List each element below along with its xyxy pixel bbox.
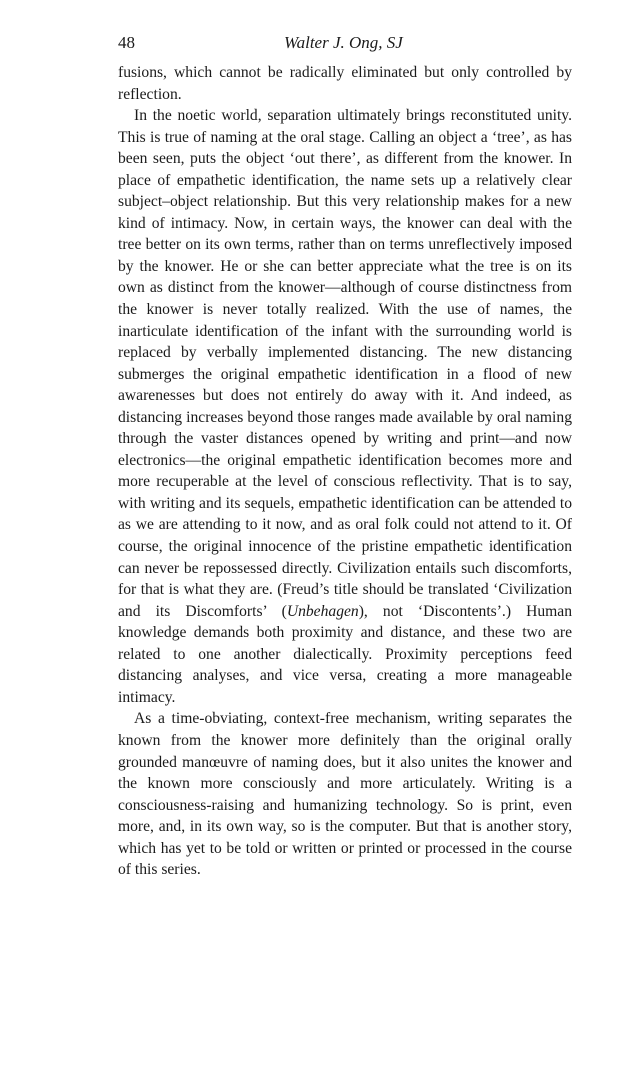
- page-number: 48: [118, 33, 135, 52]
- body-text: [118, 62, 572, 881]
- page-header: [118, 30, 568, 56]
- paragraph-text: In the noetic world, separation ultimately brings reconstituted unity. This is true of naming at the oral stage. Calling an object a ‘tree’, as has been seen, puts the object ‘out there’, as different from the knower. In place of empathetic identification, the name sets up a relatively clear subject–object relationship. But this very relationship makes for a new kind of intimacy. Now, in certain ways, the knower can deal with the tree better on its own terms, rather than on terms unreflectively imposed by the knower. He or she can better appreciate what the tree is on its own as distinct from the knower—although of course distinctness from the knower is never totally realized. With the use of names, the inarticulate identification of the infant with the surrounding world is replaced by verbally implemented distancing. The new distancing submerges the original empathetic identification in a flood of new awarenesses but does not entirely do away with it. And indeed, as distancing increases beyond those ranges made available by oral naming through the vaster distances opened by writing and print—and now electronics—the original empathetic identification becomes more and more recuperable at the level of conscious reflectivity. That is to say, with writing and its sequels, empathetic identification can be attended to as we are attending to it now, and as oral folk could not attend to it. Of course, the original innocence of the pristine empathetic identification can never be repossessed directly. Civilization entails such discomforts, for that is what they are. (Freud’s title should be translated ‘Civilization and its Discomforts’ (: [118, 107, 572, 620]
- paragraph-noetic-world: [118, 105, 572, 708]
- paragraph-italic-term: Unbehagen: [286, 602, 359, 620]
- paragraph-text: ), not ‘Discontents’.) Human knowledge demands both proximity and distance, and these two are related to one another dialectically. Proximity perceptions feed distancing analyses, and vice versa, creating a more manageable intimacy.: [118, 602, 572, 706]
- running-head: Walter J. Ong, SJ: [284, 33, 403, 52]
- paragraph-writing-separates: As a time-obviating, context-free mechanism, writing separates the known from the knower more definitely than the original orally grounded manœuvre of naming does, but it also unites the knower and the known more consciously and more articulately. Writing is a consciousness-raising and humanizing technology. So is print, even more, and, in its own way, so is the computer. But that is another story, which has yet to be told or written or printed or processed in the course of this series.: [118, 710, 572, 879]
- paragraph-continuation: fusions, which cannot be radically eliminated but only controlled by reflection.: [118, 64, 572, 103]
